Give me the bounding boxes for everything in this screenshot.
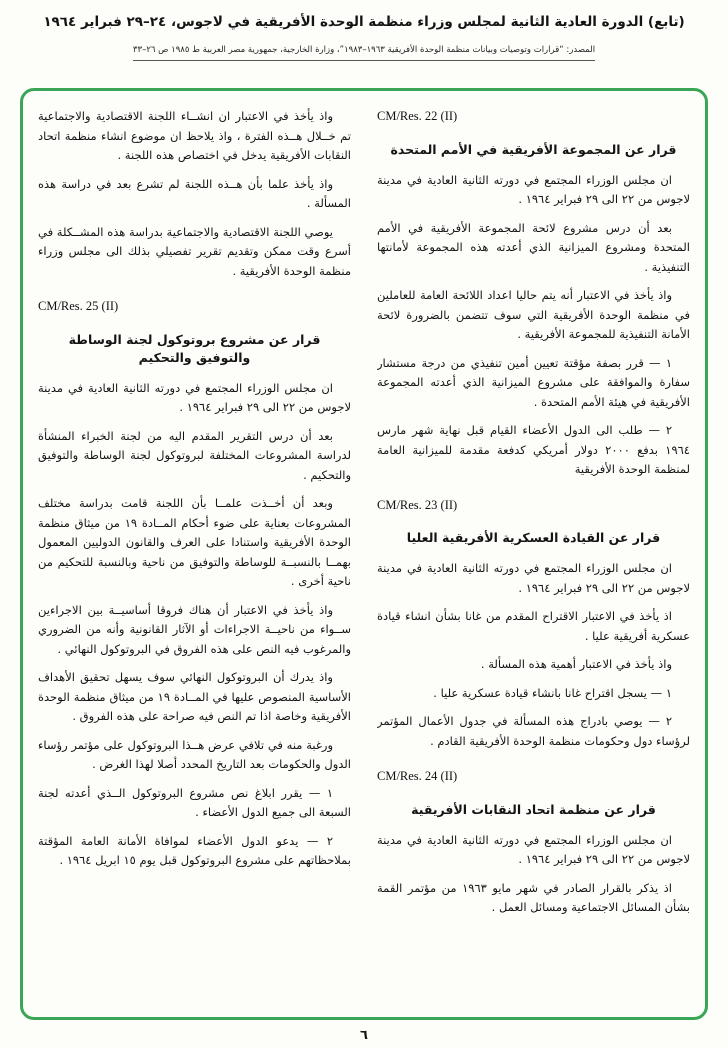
content-frame <box>20 88 708 1020</box>
paragraph: ورغبة منه في تلافي عرض هــذا البروتوكول على مؤتمر رؤساء الدول والحكومات بعد التاريخ المحدد أصلا لهذا الغرض . <box>38 737 351 771</box>
resolution-ref-24: CM/Res. 24 (II) <box>377 769 458 783</box>
paragraph: ان مجلس الوزراء المجتمع في دورته الثانية العادية في مدينة لاجوس من ٢٢ الى ٢٩ فبراير ١٩٦٤ . <box>38 380 351 414</box>
resolution-title-25: قرار عن مشروع بروتوكول لجنة الوساطة والتوفيق والتحكيم <box>68 331 321 365</box>
paragraph: اذ يأخذ في الاعتبار الاقتراح المقدم من غانا بشأن انشاء قيادة عسكرية أفريقية عليا . <box>377 609 690 643</box>
paragraph: بعد أن درس التقرير المقدم اليه من لجنة الخبراء المنشأة لدراسة المشروعات المختلفة لبروتوكول لجنة الوساطة والتوفيق والتحكيم . <box>38 428 351 482</box>
resolution-continuation <box>38 107 351 281</box>
paragraph: واذ يدرك أن البروتوكول النهائي سوف يسهل تحقيق الأهداف الأساسية المنصوص عليها في المــادة ١٩ من ميثاق منظمة الوحدة الأفريقية وخاصة اذا تم النص فيه صراحة على هذه الفروق . <box>38 670 351 723</box>
page-number: ٦ <box>360 1028 368 1043</box>
resolution-cm-res-24 <box>377 767 690 918</box>
resolution-cm-res-25 <box>38 297 351 871</box>
paragraph: وبعد أن أخــذت علمــا بأن اللجنة قامت بدراسة مختلف المشروعات بعناية على ضوء أحكام المــادة ١٩ من ميثاق منظمة الوحدة الأفريقية واستنادا على العرف والقانون الدوليين المعمول بهمــا بالنسبــة للوساطة والتوفيق من ناحية وبالنسبة للتحكيم من ناحية أخرى . <box>38 496 351 588</box>
column-right <box>377 107 690 1003</box>
column-left <box>38 107 351 1003</box>
paragraph: واذ يأخذ في الاعتبار ان انشــاء اللجنة الاقتصادية والاجتماعية تم خــلال هــذه الفترة ، واذ يلاحظ ان موضوع انشاء منظمة اتحاد النقابات الأفريقية يدخل في اختصاص هذه اللجنة . <box>38 109 351 162</box>
resolution-ref-25: CM/Res. 25 (II) <box>38 299 119 313</box>
paragraph: ١ — قرر بصفة مؤقتة تعيين أمين تنفيذي من درجة مستشار سفارة والموافقة على مشروع الميزانية الذي أعدته المجموعة الأفريقية في هيئة الأمم المتحدة . <box>377 355 690 409</box>
document-header <box>0 0 728 61</box>
resolution-cm-res-23 <box>377 496 690 752</box>
paragraph: ١ — يسجل اقتراح غانا بانشاء قيادة عسكرية عليا . <box>433 685 672 700</box>
paragraph: ان مجلس الوزراء المجتمع في دورته الثانية العادية في مدينة لاجوس من ٢٢ الى ٢٩ فبراير ١٩٦٤ . <box>377 172 690 206</box>
paragraph: واذ يأخذ في الاعتبار أنه يتم حاليا اعداد اللائحة العامة للعاملين في منظمة الوحدة الأفريقية التي سوف تتضمن بالضرورة لائحة الأمانة التنفيذية للمجموعة الأفريقية . <box>377 288 690 341</box>
paragraph: ٢ — يدعو الدول الأعضاء لموافاة الأمانة العامة المؤقتة بملاحظاتهم على مشروع البروتوكول قبل يوم ١٥ ابريل ١٩٦٤ . <box>38 833 351 867</box>
resolution-title-22: قرار عن المجموعة الأفريقية في الأمم المتحدة <box>390 141 677 157</box>
paragraph: واذ يأخذ في الاعتبار أهمية هذه المسألة . <box>480 657 672 671</box>
paragraph: اذ يذكر بالقرار الصادر في شهر مايو ١٩٦٣ من مؤتمر القمة بشأن المسائل الاجتماعية ومسائل العمل . <box>377 880 690 914</box>
paragraph: يوصي اللجنة الاقتصادية والاجتماعية بدراسة هذه المشــكلة في أسرع وقت ممكن وتقديم تقرير تفصيلي بذلك الى مجلس وزراء منظمة الوحدة الأفريقية . <box>38 224 351 278</box>
resolution-cm-res-22 <box>377 107 690 480</box>
resolution-ref-23: CM/Res. 23 (II) <box>377 497 458 512</box>
paragraph: واذ يأخذ في الاعتبار أن هناك فروقا أساسيــة بين الاجراءين ســواء من ناحيــة الاجراءات أو الآثار القانونية وأنه من الضروري والمرغوب فيه النص على هذه الفروق في البروتوكول النهائي . <box>38 602 351 656</box>
document-source-row <box>0 37 728 61</box>
resolution-title-23: قرار عن القيادة العسكرية الأفريقية العليا <box>406 530 661 545</box>
document-title: (تابع) الدورة العادية الثانية لمجلس وزراء منظمة الوحدة الأفريقية في لاجوس، ٢٤–٢٩ فبراير ١٩٦٤ <box>43 14 685 30</box>
resolution-title-24: قرار عن منظمة اتحاد النقابات الأفريقية <box>411 801 656 817</box>
document-source: المصدر: “قرارات وتوصيات وبيانات منظمة الوحدة الأفريقية ١٩٦٣–١٩٨٣”، وزارة الخارجية، جمهورية مصر العربية ط ١٩٨٥ ص ٢٦–٣٣ <box>133 44 595 61</box>
paragraph: واذ يأخذ علما بأن هــذه اللجنة لم تشرع بعد في دراسة هذه المسألة . <box>38 176 351 210</box>
paragraph: ١ — يقرر ابلاغ نص مشروع البروتوكول الــذي أعدته لجنة السبعة الى جميع الدول الأعضاء . <box>38 785 351 819</box>
paragraph: بعد أن درس مشروع لائحة المجموعة الأفريقية في الأمم المتحدة ومشروع الميزانية الذي أعدته هذه المجموعة لأمانتها التنفيذية . <box>377 220 690 274</box>
resolution-ref-22: CM/Res. 22 (II) <box>377 109 458 123</box>
paragraph: ٢ — طلب الى الدول الأعضاء القيام قبل نهاية شهر مارس ١٩٦٤ بدفع ٢٠٠٠ دولار أمريكي كدفعة مقدمة للميزانية العامة لمنظمة الوحدة الأفريقية <box>377 423 690 476</box>
paragraph: ان مجلس الوزراء المجتمع في دورته الثانية العادية في مدينة لاجوس من ٢٢ الى ٢٩ فبراير ١٩٦٤ . <box>377 832 690 866</box>
paragraph: ان مجلس الوزراء المجتمع في دورته الثانية العادية في مدينة لاجوس من ٢٢ الى ٢٩ فبراير ١٩٦٤ . <box>377 561 690 595</box>
paragraph: ٢ — يوصي بادراج هذه المسألة في جدول الأعمال المؤتمر لرؤساء دول وحكومات منظمة الوحدة الأفريقية القادم . <box>377 714 690 748</box>
